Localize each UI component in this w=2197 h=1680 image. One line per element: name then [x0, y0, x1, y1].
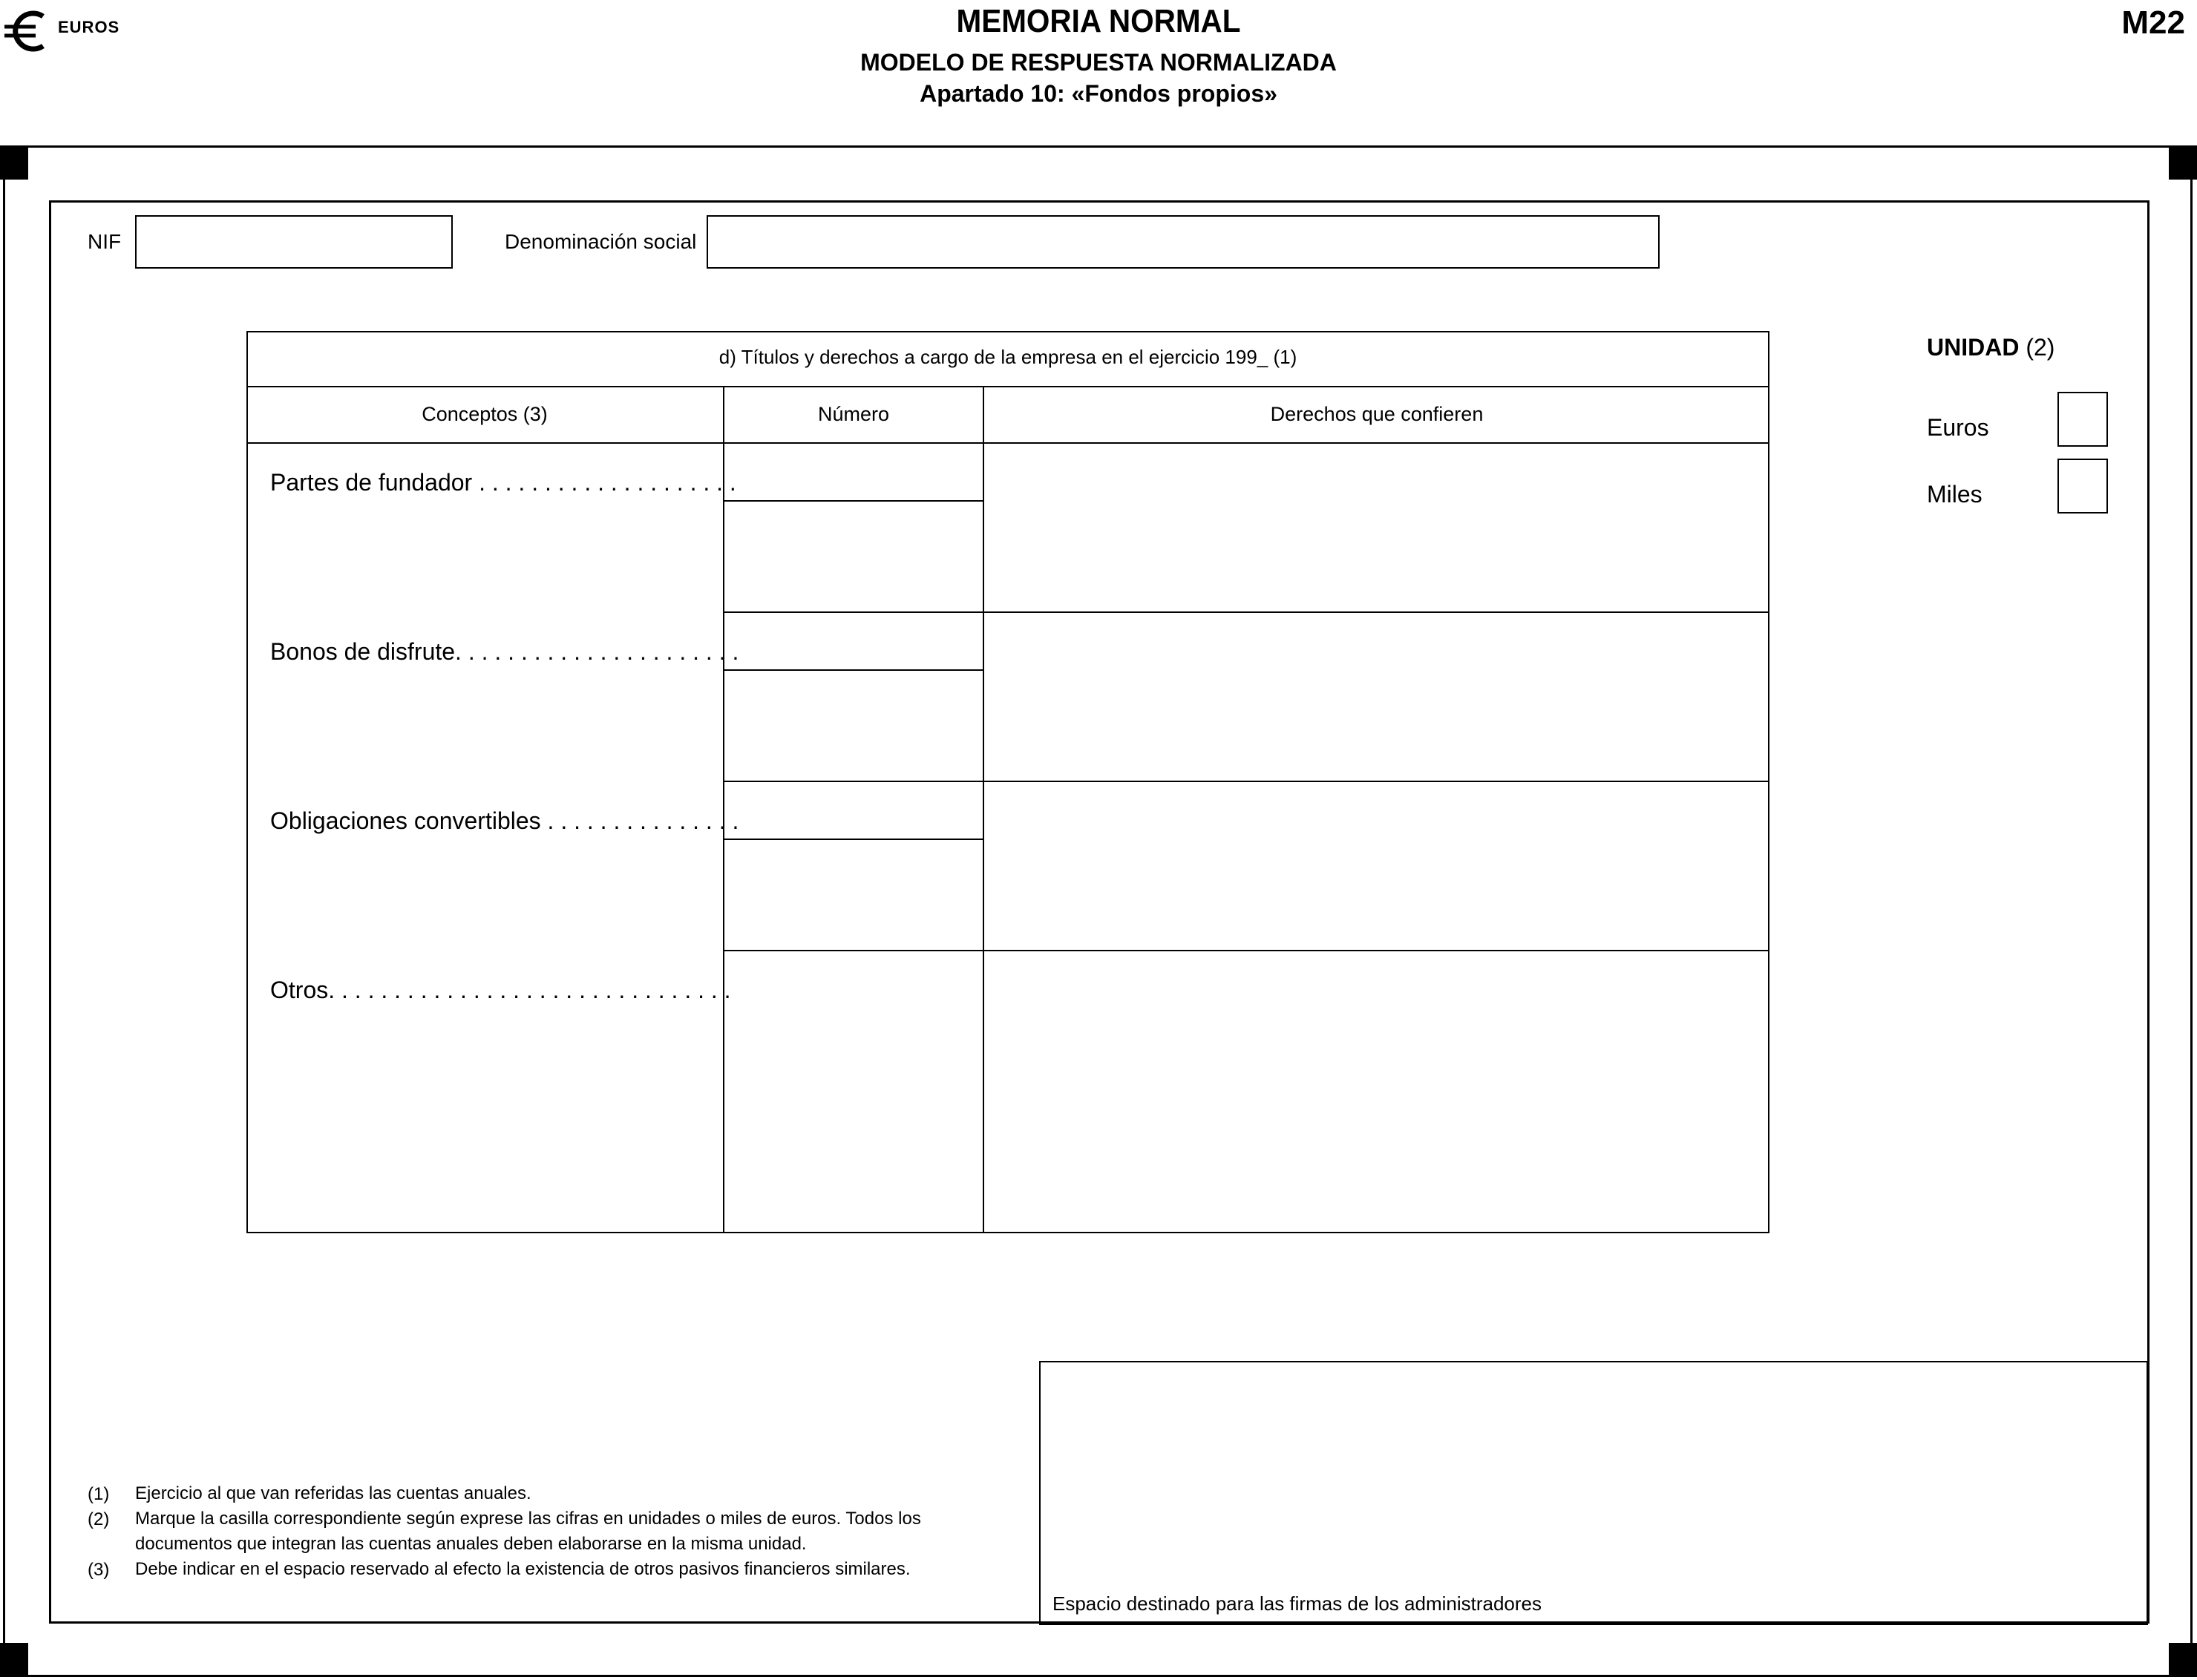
- row-label-otros: Otros. . . . . . . . . . . . . . . . . . . . . . . . . . . . . . .: [270, 977, 731, 1003]
- row-divider: [723, 611, 1769, 613]
- nif-field[interactable]: [135, 215, 453, 269]
- row-divider: [723, 950, 1769, 951]
- registration-mark-top-left: [0, 145, 28, 180]
- denominacion-field[interactable]: [707, 215, 1660, 269]
- footnote-number: (2): [88, 1509, 110, 1529]
- unit-euros-checkbox[interactable]: [2057, 392, 2108, 447]
- numero-field[interactable]: [726, 953, 981, 1230]
- page-subtitle: MODELO DE RESPUESTA NORMALIZADA: [860, 49, 1337, 76]
- table-divider: [246, 442, 1769, 444]
- footnote-text: Marque la casilla correspondiente según exprese las cifras en unidades o miles de euros. Todos los documentos que integran las cuentas anuales deben elaborarse en la misma unidad.: [135, 1509, 921, 1554]
- registration-mark-bottom-left: [0, 1643, 28, 1677]
- model-code: M22: [2121, 4, 2185, 41]
- row-divider: [723, 781, 1769, 782]
- table-divider: [246, 386, 1769, 387]
- registration-mark-top-right: [2169, 145, 2197, 180]
- denominacion-label: Denominación social: [505, 230, 697, 253]
- numero-field[interactable]: [726, 614, 981, 668]
- column-header-conceptos: Conceptos (3): [422, 403, 548, 425]
- unit-miles-checkbox[interactable]: [2057, 459, 2108, 513]
- signature-area[interactable]: [1039, 1361, 2148, 1625]
- registration-mark-bottom-right: [2169, 1643, 2197, 1677]
- column-header-derechos: Derechos que confieren: [1270, 403, 1484, 425]
- footnote-text: Debe indicar en el espacio reservado al efecto la existencia de otros pasivos financieros similares.: [135, 1559, 911, 1579]
- derechos-field[interactable]: [986, 953, 1767, 1230]
- numero-box-bottom: [723, 500, 984, 502]
- footnote-text: Ejercicio al que van referidas las cuentas anuales.: [135, 1483, 531, 1503]
- unit-option-euros-label: Euros: [1927, 414, 1989, 441]
- unit-title-text: UNIDAD: [1927, 334, 2020, 361]
- section-title: Apartado 10: «Fondos propios»: [920, 80, 1277, 107]
- unit-title-note: (2): [2026, 334, 2055, 361]
- derechos-field[interactable]: [986, 784, 1767, 948]
- row-label-bonos-disfrute: Bonos de disfrute. . . . . . . . . . . . . . . . . . . . . .: [270, 638, 739, 665]
- unit-option-miles-label: Miles: [1927, 481, 1982, 508]
- unit-title: [1927, 334, 2054, 361]
- footnote-number: (3): [88, 1560, 110, 1580]
- currency-label: EUROS: [58, 18, 120, 36]
- numero-box-bottom: [723, 839, 984, 840]
- derechos-field[interactable]: [986, 614, 1767, 779]
- numero-field[interactable]: [726, 445, 981, 499]
- numero-box-bottom: [723, 669, 984, 671]
- euro-icon: [3, 9, 52, 53]
- signature-label: Espacio destinado para las firmas de los administradores: [1052, 1592, 1542, 1615]
- table-caption: d) Títulos y derechos a cargo de la empresa en el ejercicio 199_ (1): [718, 346, 1297, 368]
- page-title: MEMORIA NORMAL: [956, 3, 1241, 39]
- footnote-number: (1): [88, 1484, 110, 1504]
- column-header-numero: Número: [817, 403, 890, 425]
- derechos-field[interactable]: [986, 445, 1767, 610]
- numero-field[interactable]: [726, 784, 981, 837]
- row-label-obligaciones-convertibles: Obligaciones convertibles . . . . . . . . . . . . . . .: [270, 807, 739, 834]
- row-label-partes-fundador: Partes de fundador . . . . . . . . . . . . . . . . . . . .: [270, 469, 736, 496]
- nif-label: NIF: [88, 230, 122, 253]
- column-separator: [983, 386, 984, 1233]
